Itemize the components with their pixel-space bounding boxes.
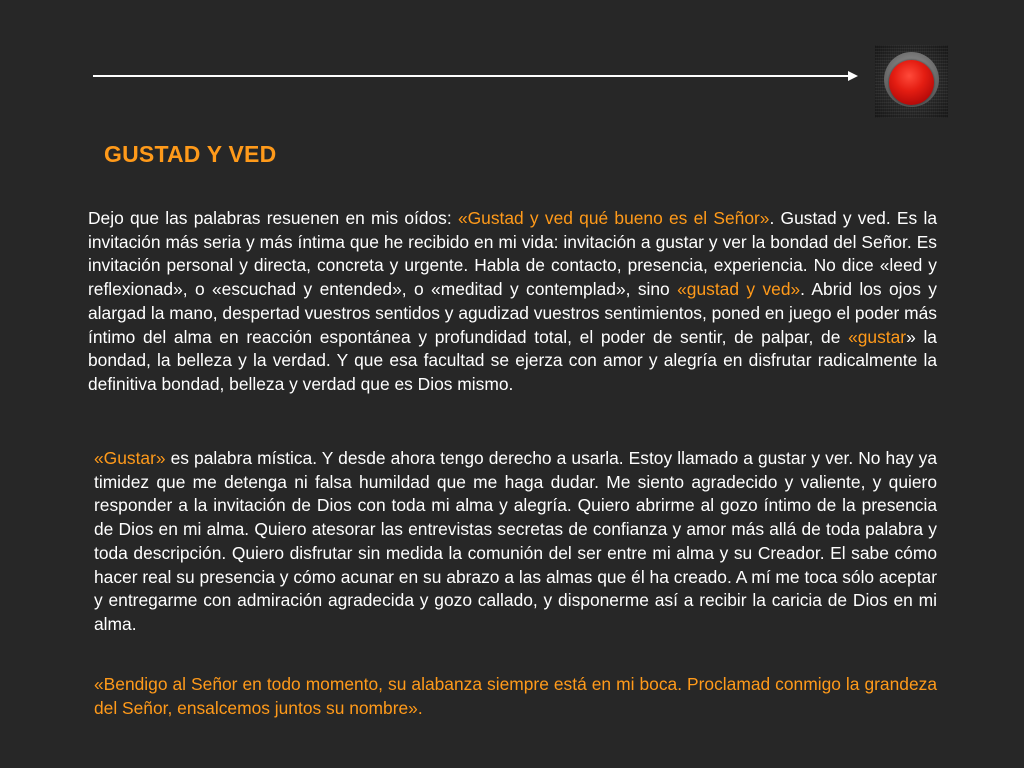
record-button[interactable] <box>875 45 948 118</box>
paragraph-1-highlight-3: «gustar <box>848 326 907 347</box>
arrow-line <box>93 75 850 77</box>
slide-title: GUSTAD Y VED <box>104 141 277 167</box>
paragraph-1-text-3: . Abrid los ojos y alargad la mano, despertad vuestros sentidos y agudizad vuestros sentimientos, poned en juego el poder más íntimo del alma en reacción espontánea y profundidad total, el poder de sentir, de palpar, de <box>88 279 937 347</box>
paragraph-2 <box>94 447 937 637</box>
paragraph-1 <box>88 207 937 397</box>
paragraph-1-highlight-1: «Gustad y ved qué bueno es el Señor» <box>457 208 770 228</box>
red-dot-icon <box>889 60 934 105</box>
paragraph-1-text-1: Dejo que las palabras resuenen en mis oídos: <box>88 208 458 228</box>
paragraph-2-highlight-1: «Gustar» <box>94 448 166 468</box>
paragraph-3-quote: «Bendigo al Señor en todo momento, su alabanza siempre está en mi boca. Proclamad conmigo la grandeza del Señor, ensalcemos juntos su nombre». <box>94 674 937 718</box>
paragraph-1-highlight-2: «gustad y ved» <box>677 279 801 300</box>
arrow-right-icon <box>848 71 858 81</box>
paragraph-1-text-4: » la bondad, la belleza y la verdad. Y que esa facultad se ejerza con amor y alegría en disfrutar radicalmente la definitiva bondad, belleza y verdad que es Dios mismo. <box>88 326 937 394</box>
paragraph-2-text-1: es palabra mística. Y desde ahora tengo derecho a usarla. Estoy llamado a gustar y ver. No hay ya timidez que me detenga ni falsa humildad que me haga dudar. Me siento agradecido y valiente, y quiero responder a la invitación de Dios con toda mi alma y alegría. Quiero abrirme al gozo íntimo de la presencia de Dios en mi alma. Quiero atesorar las entrevistas secretas de confianza y amor más allá de toda palabra y toda descripción. Quiero disfrutar sin medida la comunión del ser entre mi alma y su Creador. El sabe cómo hacer real su presencia y cómo acunar en su abrazo a las almas que él ha creado. A mí me toca sólo aceptar y entregarme con admiración agradecida y gozo callado, y disponerme así a recibir la caricia de Dios en mi alma. <box>94 448 937 634</box>
paragraph-1-text-2: . Gustad y ved. Es la invitación más seria y más íntima que he recibido en mi vida: invitación a gustar y ver la bondad del Señor. Es invitación personal y directa, concreta y urgente. Habla de contacto, presencia, experiencia. No dice «leed y reflexionad», o «escuchad y entended», o «meditad y contemplad», sino <box>88 208 937 300</box>
